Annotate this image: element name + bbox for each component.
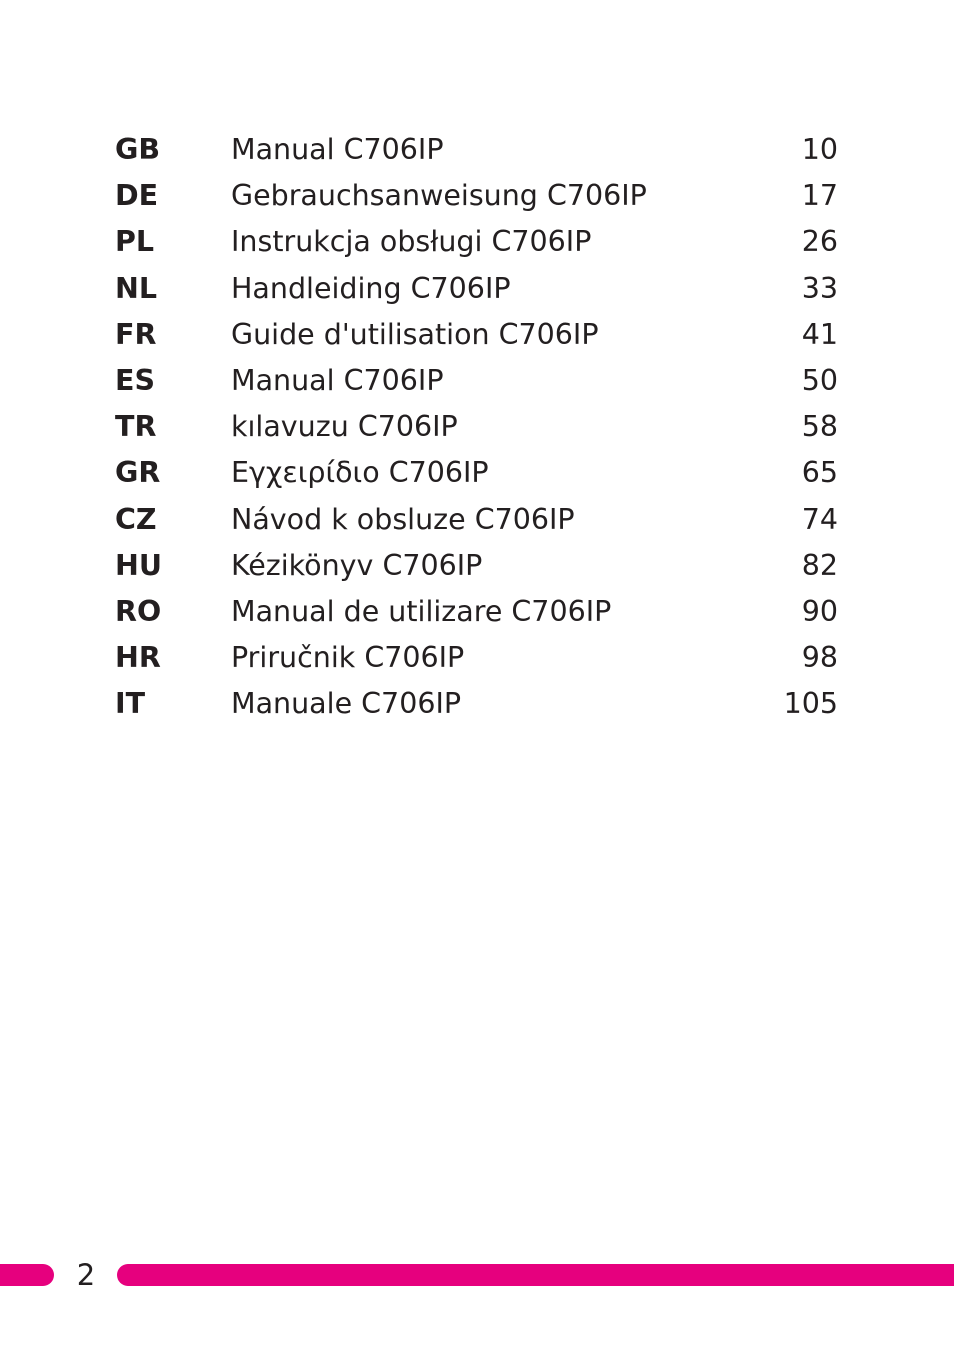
manual-title: Manual C706IP bbox=[231, 133, 444, 166]
manual-title: kılavuzu C706IP bbox=[231, 410, 458, 444]
language-code: HR bbox=[115, 641, 161, 675]
language-code: CZ bbox=[115, 502, 157, 536]
toc-entry-hr[interactable] bbox=[115, 635, 838, 681]
language-code: RO bbox=[115, 594, 162, 628]
page-reference: 33 bbox=[801, 271, 838, 305]
toc-entry-gb[interactable] bbox=[115, 127, 838, 173]
manual-title: Priručnik C706IP bbox=[231, 641, 465, 675]
manual-title: Manuale C706IP bbox=[231, 687, 462, 721]
language-code: TR bbox=[115, 410, 157, 444]
toc-entry-pl[interactable] bbox=[115, 219, 838, 265]
toc-entry-de[interactable] bbox=[115, 173, 838, 219]
toc-entry-hu[interactable] bbox=[115, 543, 838, 589]
language-code: GB bbox=[115, 133, 161, 166]
toc-entry-ro[interactable] bbox=[115, 589, 838, 635]
language-code: PL bbox=[115, 225, 155, 259]
footer-accent-bar-left bbox=[0, 1264, 54, 1286]
language-code: ES bbox=[115, 363, 155, 397]
toc-entry-tr[interactable] bbox=[115, 404, 838, 450]
page-reference: 98 bbox=[801, 641, 838, 675]
page-reference: 90 bbox=[801, 594, 838, 628]
toc-entry-nl[interactable] bbox=[115, 266, 838, 312]
manual-title: Manual de utilizare C706IP bbox=[231, 594, 612, 628]
page-reference: 50 bbox=[801, 363, 838, 397]
toc-entry-es[interactable] bbox=[115, 358, 838, 404]
toc-entry-gr[interactable] bbox=[115, 450, 838, 496]
page-reference: 10 bbox=[801, 133, 838, 166]
page-reference: 105 bbox=[783, 687, 838, 721]
manual-title: Návod k obsluze C706IP bbox=[231, 502, 575, 536]
manual-title: Instrukcja obsługi C706IP bbox=[231, 225, 592, 259]
manual-title: Manual C706IP bbox=[231, 363, 444, 397]
page-number: 2 bbox=[76, 1258, 96, 1292]
manual-title: Gebrauchsanweisung C706IP bbox=[231, 179, 647, 213]
toc-entry-it[interactable] bbox=[115, 681, 838, 727]
page-reference: 26 bbox=[801, 225, 838, 259]
manual-title: Guide d'utilisation C706IP bbox=[231, 317, 599, 351]
page-reference: 41 bbox=[801, 317, 838, 351]
language-code: IT bbox=[115, 687, 146, 721]
page-reference: 17 bbox=[801, 179, 838, 213]
page-reference: 58 bbox=[801, 410, 838, 444]
language-code: NL bbox=[115, 271, 158, 305]
toc-entry-fr[interactable] bbox=[115, 312, 838, 358]
language-code: HU bbox=[115, 548, 162, 582]
toc-entry-cz[interactable] bbox=[115, 497, 838, 543]
language-code: FR bbox=[115, 317, 157, 351]
page-reference: 65 bbox=[801, 456, 838, 490]
manual-title: Εγχειρίδιο C706IP bbox=[231, 456, 489, 490]
page-reference: 82 bbox=[801, 548, 838, 582]
footer-accent-bar-right bbox=[117, 1264, 954, 1286]
table-of-contents bbox=[115, 127, 838, 727]
language-code: GR bbox=[115, 456, 161, 490]
manual-title: Handleiding C706IP bbox=[231, 271, 511, 305]
manual-title: Kézikönyv C706IP bbox=[231, 548, 483, 582]
language-code: DE bbox=[115, 179, 159, 213]
page-reference: 74 bbox=[801, 502, 838, 536]
